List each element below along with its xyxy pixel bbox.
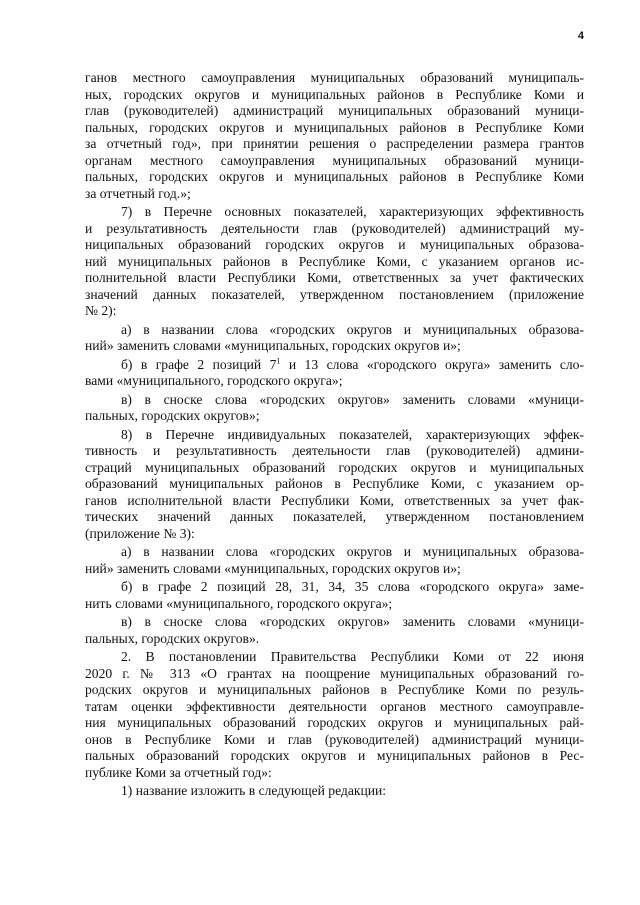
paragraph: [85, 614, 584, 647]
text-line: 1) название изложить в следующей редакции:: [121, 783, 387, 798]
text-line: тических значений данных показателей, утвержденном постановлением: [85, 509, 584, 524]
paragraph: [85, 70, 584, 202]
text-line: за отчетный год», при принятии решения о распределении размера грантов: [85, 136, 584, 151]
text-line: ных, городских округов и муниципальных районов в Республике Коми и: [85, 86, 584, 102]
paragraph: [85, 783, 584, 800]
paragraph: [85, 544, 584, 577]
text-line: в) в сноске слова «городских округов» заменить словами «муници-: [121, 614, 584, 629]
text-line: ганов местного самоуправления муниципальных образований муниципаль-: [85, 70, 584, 85]
text-line: (приложение № 3):: [85, 525, 195, 541]
text-fragment: и 13 слова «городского округа» заменить сло-: [280, 356, 584, 372]
text-line: страций муниципальных образований городских округов и муниципальных: [85, 459, 584, 475]
text-line: и результативность деятельности глав (руководителей) администраций му-: [85, 220, 584, 236]
text-line: 2020 г. № 313 «О грантах на поощрение муниципальных образований го-: [85, 665, 584, 681]
paragraph: [85, 322, 584, 355]
text-line: ниципальных образований городских округов и муниципальных образова-: [85, 237, 584, 252]
text-line: онов в Республике Коми и глав (руководителей) администраций муници-: [85, 731, 584, 747]
text-line: а) в названии слова «городских округов и муниципальных образова-: [121, 544, 584, 559]
text-line: образований муниципальных районов в Республике Коми, с указанием ор-: [85, 476, 584, 491]
text-line: ганов исполнительной власти Республики Коми, ответственных за учет фак-: [85, 492, 584, 508]
text-line: татам оценки эффективности деятельности органов местного самоуправле-: [85, 698, 584, 714]
text-line: пальных, городских округов».: [85, 630, 260, 646]
text-line: значений данных показателей, утвержденном постановлением (приложение: [85, 286, 584, 302]
paragraph: [85, 392, 584, 425]
text-line: пальных образований городских округов и муниципальных районов в Рес-: [85, 748, 584, 763]
text-line: полнительной власти Республики Коми, ответственных за учет фактических: [85, 270, 584, 285]
text-line: за отчетный год.»;: [85, 185, 191, 201]
paragraph: [85, 427, 584, 543]
paragraph: [85, 204, 584, 320]
text-line: № 2):: [85, 303, 117, 318]
text-line: пальных, городских округов и муниципальных районов в Республике Коми: [85, 169, 584, 184]
text-line: ний» заменить словами «муниципальных, городских округов и»;: [85, 560, 461, 576]
text-line: ния муниципальных образований городских округов и муниципальных рай-: [85, 715, 584, 730]
paragraph: [85, 357, 584, 390]
text-line: 2. В постановлении Правительства Республики Коми от 22 июня: [121, 649, 584, 664]
text-line: 8) в Перечне индивидуальных показателей, характеризующих эффек-: [121, 426, 584, 442]
paragraph: [85, 579, 584, 612]
text-line: органам местного самоуправления муниципальных образований муници-: [85, 152, 584, 168]
superscript: 1: [276, 355, 281, 365]
text-line: б) в графе 2 позиций 28, 31, 34, 35 слова «городского округа» заме-: [121, 579, 584, 594]
text-line: пальных, городских округов»;: [85, 408, 260, 423]
text-line: пальных, городских округов и муниципальных районов в Республике Коми: [85, 119, 584, 135]
text-line: тивность и результативность деятельности глав (руководителей) админи-: [85, 443, 584, 458]
text-line: в) в сноске слова «городских округов» заменить словами «муници-: [121, 391, 584, 407]
text-line: нить словами «муниципального, городского округа»;: [85, 595, 393, 611]
document-body: [85, 70, 584, 800]
paragraph: [85, 649, 584, 781]
text-line: ний муниципальных районов в Республике Коми, с указанием органов ис-: [85, 253, 584, 269]
text-line: 7) в Перечне основных показателей, характеризующих эффективность: [121, 204, 584, 219]
text-line: ний» заменить словами «муниципальных, городских округов и»;: [85, 338, 461, 353]
text-line: вами «муниципального, городского округа»;: [85, 373, 343, 388]
text-line: [85, 357, 584, 374]
text-line: публике Коми за отчетный год»:: [85, 764, 272, 780]
text-line: глав (руководителей) администраций муниципальных образований муници-: [85, 103, 584, 118]
text-fragment: б) в графе 2 позиций 7: [121, 356, 277, 372]
page-number: 4: [577, 30, 584, 42]
text-line: а) в названии слова «городских округов и муниципальных образова-: [121, 321, 584, 337]
text-line: родских округов и муниципальных районов в Республике Коми по резуль-: [85, 682, 584, 697]
